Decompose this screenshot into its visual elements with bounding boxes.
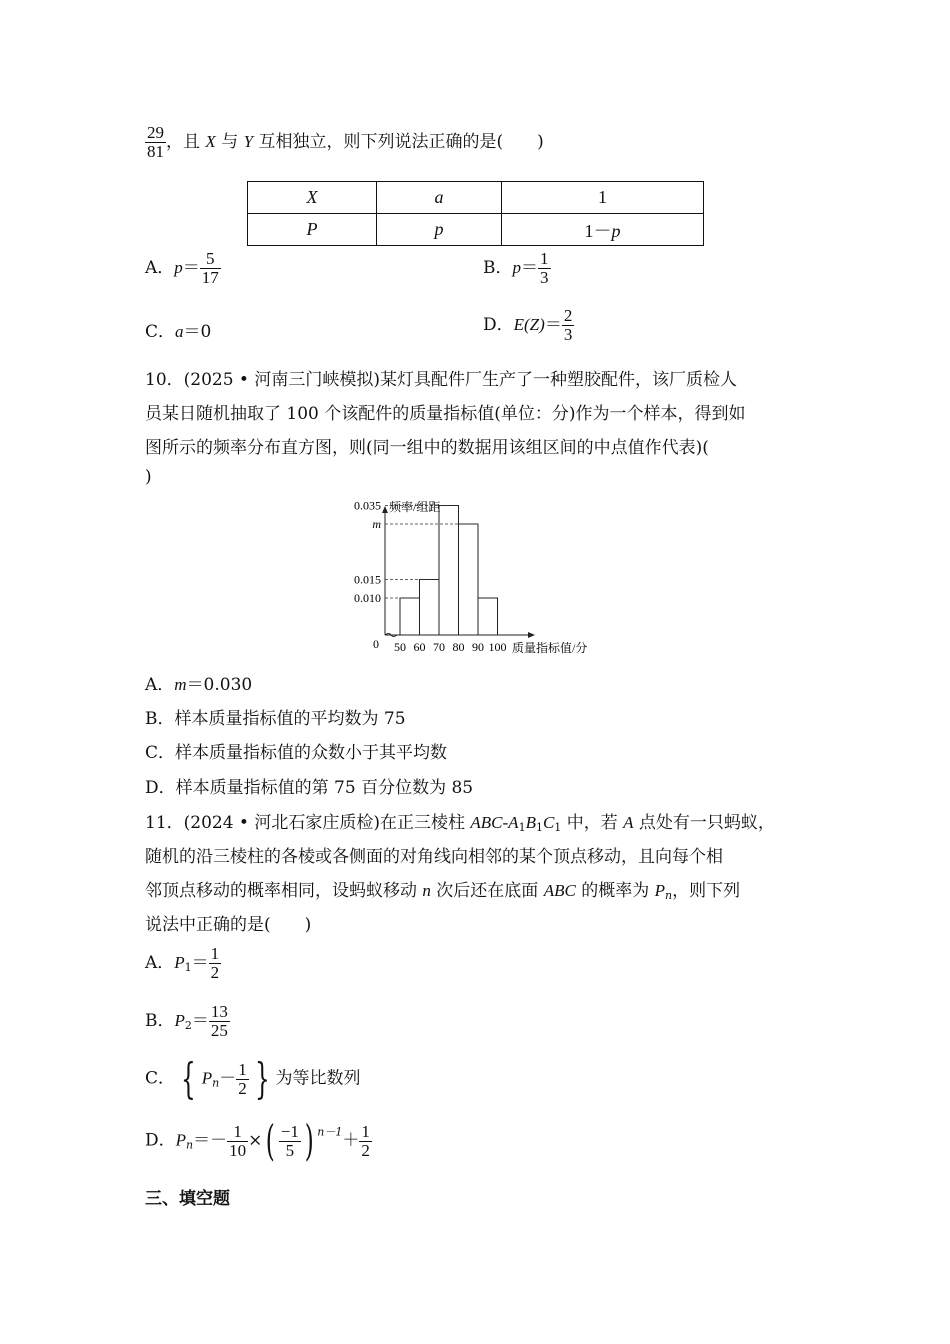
q10-line-1: 10．(2025 • 河南三门峡模拟)某灯具配件厂生产了一种塑胶配件，该厂质检人 [145, 370, 737, 390]
table-cell: P [248, 214, 377, 246]
q10-line-2: 员某日随机抽取了 100 个该配件的质量指标值(单位：分)作为一个样本，得到如 [145, 404, 746, 424]
table-cell: 1 [502, 182, 704, 214]
y-tick-label: 0.035 [354, 498, 381, 513]
frequency-histogram [335, 495, 625, 660]
section-heading: 三、填空题 [145, 1189, 230, 1209]
q10-line-3: 图所示的频率分布直方图，则(同一组中的数据用该组区间的中点值作代表)( [145, 438, 709, 458]
q10-option-d: D．样本质量指标值的第 75 百分位数为 85 [145, 778, 474, 798]
histogram-bar [478, 598, 498, 635]
origin-label: 0 [373, 637, 379, 651]
x-tick-label: 90 [472, 640, 484, 654]
x-tick-label: 80 [452, 640, 465, 654]
q11-line-3: 邻顶点移动的概率相同，设蚂蚁移动 n 次后还在底面 ABC 的概率为 $P_n$，则下列 [145, 881, 741, 902]
q10-option-a: A．m＝0.030 [145, 675, 253, 695]
q9-option-a: A．p＝ $\frac{5}{17}$ [145, 249, 219, 287]
x-tick-label: 60 [413, 640, 426, 654]
histogram-bar [420, 580, 440, 636]
variable-p: p [611, 220, 621, 241]
q9-stem: $\frac{29}{81}$ ，且 X 与 Y 互相独立，则下列说法正确的是( ) [147, 123, 544, 161]
table-cell: a [377, 182, 502, 214]
y-tick-label: 0.010 [354, 591, 381, 605]
q10-option-b: B．样本质量指标值的平均数为 75 [145, 709, 406, 729]
y-tick-label: m [372, 517, 381, 531]
x-tick-label: 50 [394, 640, 406, 654]
q11-line-1: 11．(2024 • 河北石家庄质检)在正三棱柱 ABC-A1B1C1 中，若 A 点处有一只蚂蚁， [145, 813, 775, 834]
q11-line-4: 说法中正确的是( ) [145, 915, 312, 935]
q10-line-4: ) [145, 467, 152, 487]
y-tick-label: 0.015 [354, 572, 381, 587]
q10-option-c: C．样本质量指标值的众数小于其平均数 [145, 743, 448, 763]
q11-option-a: A．P1＝ $\frac{1}{2}$ [145, 944, 220, 982]
q11-option-c: C． { $P_n-$ $\frac{1}{2}$ } 为等比数列 [145, 1054, 361, 1103]
histogram-bar [439, 506, 459, 636]
y-axis-arrow [382, 506, 388, 513]
table-cell: p [377, 214, 502, 246]
q11-line-2: 随机的沿三棱柱的各棱或各侧面的对角线向相邻的某个顶点移动，且向每个相 [145, 847, 723, 867]
table-cell: X [248, 182, 377, 214]
distribution-table [247, 181, 704, 246]
x-tick-label: 70 [433, 640, 445, 654]
histogram-bar [400, 598, 420, 635]
table-row [248, 182, 704, 214]
q9-option-d: D．E(Z)＝ $\frac{2}{3}$ [483, 306, 573, 344]
table-cell: 1－p [502, 214, 704, 246]
q9-option-b: B．p＝ $\frac{1}{3}$ [483, 249, 549, 287]
q9-fraction: $\frac{29}{81}$ [147, 123, 164, 161]
q9-option-c: C．a＝0 [145, 322, 212, 342]
y-axis-label: 频率/组距 [389, 500, 441, 514]
q11-option-b: B．P2＝ $\frac{13}{25}$ [145, 1002, 228, 1040]
table-row [248, 214, 704, 246]
q11-option-d: D．$P_n=-$ $\frac{1}{10}$ ×( $\frac{-1}{5}$ ) $^{n-1}$＋ $\frac{1}{2}$ [145, 1116, 370, 1165]
histogram-bar [459, 524, 479, 635]
x-tick-label: 100 [488, 640, 507, 654]
x-axis-label: 质量指标值/分 [512, 641, 588, 655]
x-axis-arrow [528, 632, 535, 638]
